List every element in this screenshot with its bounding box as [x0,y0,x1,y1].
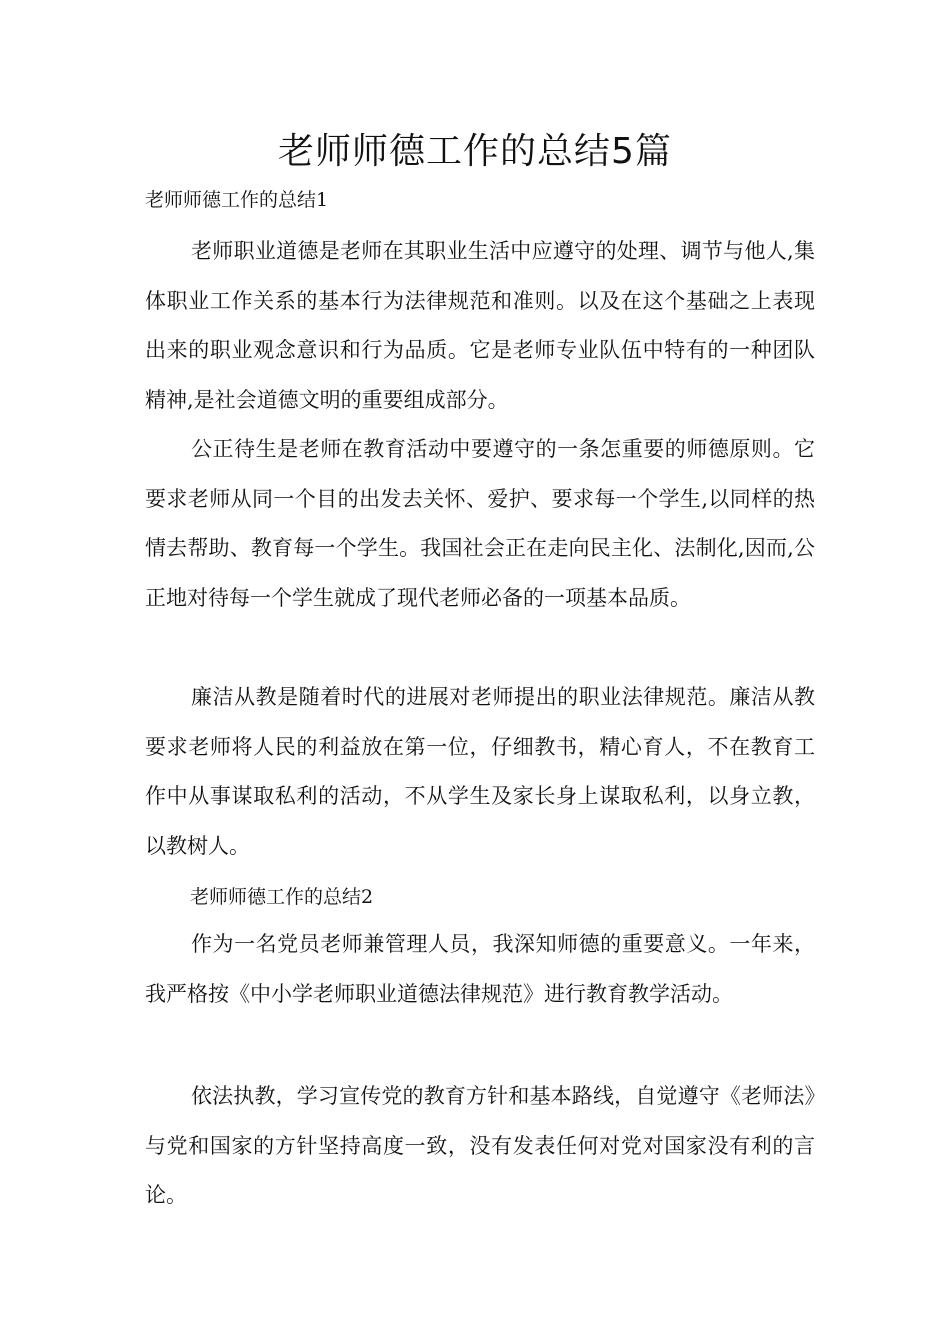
paragraph-1-3: 廉洁从教是随着时代的进展对老师提出的职业法律规范。廉洁从教要求老师将人民的利益放在第一位，仔细教书，精心育人，不在教育工作中从事谋取私利的活动，不从学生及家长身上谋取私利，以身立教，以教树人。 [145,685,815,858]
paragraph-2-2: 依法执教，学习宣传党的教育方针和基本路线，自觉遵守《老师法》与党和国家的方针坚持高度一致，没有发表任何对党对国家没有利的言论。 [145,1084,815,1207]
section-heading-2: 老师师德工作的总结2 [190,886,374,908]
section-heading-1: 老师师德工作的总结1 [145,189,329,211]
paragraph-1-2: 公正待生是老师在教育活动中要遵守的一条怎重要的师德原则。它要求老师从同一个目的出发去关怀、爱护、要求每一个学生,以同样的热情去帮助、教育每一个学生。我国社会正在走向民主化、法制化,因而,公正地对待每一个学生就成了现代老师必备的一项基本品质。 [145,437,815,610]
document-title: 老师师德工作的总结5篇 [278,131,672,172]
paragraph-2-1: 作为一名党员老师兼管理人员，我深知师德的重要意义。一年来，我严格按《中小学老师职业道德法律规范》进行教育教学活动。 [145,932,815,1006]
paragraph-1-1: 老师职业道德是老师在其职业生活中应遵守的处理、调节与他人,集体职业工作关系的基本行为法律规范和准则。以及在这个基础之上表现出来的职业观念意识和行为品质。它是老师专业队伍中特有的一种团队精神,是社会道德文明的重要组成部分。 [145,239,815,412]
